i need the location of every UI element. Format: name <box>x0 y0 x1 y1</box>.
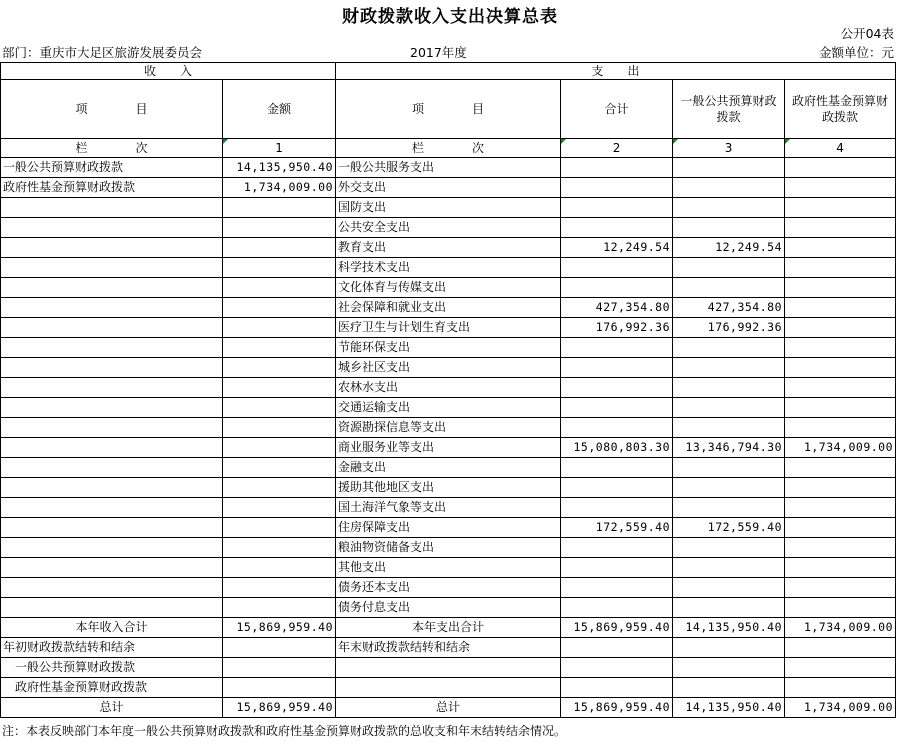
income-amount-cell <box>223 338 336 358</box>
carry-end-general <box>673 638 785 658</box>
expense-total-cell <box>561 598 673 618</box>
grand-total-row <box>1 698 896 718</box>
report-title: 财政拨款收入支出决算总表 <box>342 7 558 27</box>
income-amount-cell <box>223 378 336 398</box>
income-item-cell <box>1 558 223 578</box>
table-row <box>1 238 896 258</box>
expense-total-general: 14,135,950.40 <box>673 618 785 638</box>
income-item-cell <box>1 518 223 538</box>
expense-fund-cell <box>785 318 896 338</box>
expense-fund-cell <box>785 278 896 298</box>
expense-total-cell: 15,080,803.30 <box>561 438 673 458</box>
expense-item-cell: 医疗卫生与计划生育支出 <box>336 318 561 338</box>
expense-fund-cell <box>785 498 896 518</box>
expense-total-cell <box>561 198 673 218</box>
income-item-cell: 政府性基金预算财政拨款 <box>1 178 223 198</box>
expense-fund-cell <box>785 238 896 258</box>
empty-cell <box>673 658 785 678</box>
table-row <box>1 278 896 298</box>
expense-total-cell <box>561 538 673 558</box>
income-item-cell <box>1 578 223 598</box>
expense-total-cell <box>561 158 673 178</box>
expense-item-cell: 粮油物资储备支出 <box>336 538 561 558</box>
expense-total-cell <box>561 458 673 478</box>
expense-item-cell: 援助其他地区支出 <box>336 478 561 498</box>
expense-total-cell <box>561 478 673 498</box>
column-header-row <box>1 80 896 139</box>
income-amount-cell <box>223 198 336 218</box>
expense-item-cell: 公共安全支出 <box>336 218 561 238</box>
expense-general-cell <box>673 498 785 518</box>
expense-total-cell <box>561 498 673 518</box>
income-amount-cell <box>223 538 336 558</box>
income-item-cell <box>1 418 223 438</box>
expense-total-cell <box>561 558 673 578</box>
report-meta <box>0 43 900 61</box>
expense-item-cell: 外交支出 <box>336 178 561 198</box>
income-item-cell <box>1 538 223 558</box>
expense-fund-cell <box>785 198 896 218</box>
expense-total-cell <box>561 578 673 598</box>
income-item-cell <box>1 218 223 238</box>
expense-item-cell: 债务付息支出 <box>336 598 561 618</box>
expense-total-header: 合计 <box>561 80 673 139</box>
expense-fund-cell <box>785 378 896 398</box>
expense-fund-cell <box>785 298 896 318</box>
table-row <box>1 478 896 498</box>
fund-budget-header: 政府性基金预算财政拨款 <box>785 80 896 139</box>
expense-general-cell <box>673 398 785 418</box>
expense-general-cell: 13,346,794.30 <box>673 438 785 458</box>
grand-income-label: 总计 <box>1 698 223 718</box>
carry-begin-value <box>223 638 336 658</box>
expense-item-cell: 社会保障和就业支出 <box>336 298 561 318</box>
expense-fund-cell <box>785 218 896 238</box>
income-item-cell <box>1 378 223 398</box>
income-amount-cell <box>223 598 336 618</box>
expense-total-cell: 427,354.80 <box>561 298 673 318</box>
expense-general-cell <box>673 158 785 178</box>
income-amount-cell <box>223 498 336 518</box>
income-section-header: 收 入 <box>1 63 336 80</box>
expense-general-cell <box>673 278 785 298</box>
carry-end-label: 年末财政拨款结转和结余 <box>336 638 561 658</box>
expense-item-cell: 文化体育与传媒支出 <box>336 278 561 298</box>
carry-fund-value <box>223 678 336 698</box>
income-amount-cell <box>223 578 336 598</box>
expense-general-cell <box>673 538 785 558</box>
expense-general-cell <box>673 218 785 238</box>
table-row <box>1 198 896 218</box>
expense-item-cell: 教育支出 <box>336 238 561 258</box>
expense-item-cell: 交通运输支出 <box>336 398 561 418</box>
table-row <box>1 578 896 598</box>
department-label: 部门：重庆市大足区旅游发展委员会 <box>2 45 203 60</box>
expense-total-cell <box>561 278 673 298</box>
expense-item-cell: 节能环保支出 <box>336 338 561 358</box>
column-number-3: 3 <box>673 139 785 158</box>
unit-label: 金额单位：元 <box>818 45 894 60</box>
expense-total-label: 本年支出合计 <box>336 618 561 638</box>
table-row <box>1 398 896 418</box>
table-row <box>1 558 896 578</box>
expense-total-cell <box>561 338 673 358</box>
expense-total-cell <box>561 178 673 198</box>
expense-total-cell <box>561 218 673 238</box>
income-amount-cell <box>223 478 336 498</box>
expense-total-cell <box>561 418 673 438</box>
income-amount-cell <box>223 418 336 438</box>
expense-total-fund: 1,734,009.00 <box>785 618 896 638</box>
expense-general-cell <box>673 578 785 598</box>
fiscal-year: 2017年度 <box>410 45 467 60</box>
empty-cell <box>336 658 561 678</box>
income-amount-cell <box>223 558 336 578</box>
expense-general-cell <box>673 358 785 378</box>
income-amount-cell <box>223 298 336 318</box>
expense-fund-cell <box>785 598 896 618</box>
expense-item-cell: 国防支出 <box>336 198 561 218</box>
column-number-1: 1 <box>223 139 336 158</box>
income-item-cell <box>1 318 223 338</box>
expense-item-cell: 债务还本支出 <box>336 578 561 598</box>
expense-item-cell: 国土海洋气象等支出 <box>336 498 561 518</box>
income-total-label: 本年收入合计 <box>1 618 223 638</box>
income-item-cell <box>1 598 223 618</box>
annual-total-row <box>1 618 896 638</box>
empty-cell <box>785 658 896 678</box>
expense-general-cell <box>673 418 785 438</box>
table-row <box>1 158 896 178</box>
empty-cell <box>673 678 785 698</box>
grand-fund-value: 1,734,009.00 <box>785 698 896 718</box>
income-amount-cell <box>223 358 336 378</box>
empty-cell <box>561 678 673 698</box>
carry-general-row <box>1 658 896 678</box>
expense-general-cell: 427,354.80 <box>673 298 785 318</box>
expense-total-cell <box>561 398 673 418</box>
table-row <box>1 598 896 618</box>
income-item-cell <box>1 478 223 498</box>
income-amount-cell <box>223 258 336 278</box>
expense-general-cell <box>673 338 785 358</box>
income-item-cell <box>1 278 223 298</box>
empty-cell <box>561 658 673 678</box>
income-amount-cell <box>223 398 336 418</box>
income-item-cell <box>1 198 223 218</box>
grand-expense-label: 总计 <box>336 698 561 718</box>
expense-fund-cell <box>785 538 896 558</box>
income-item-cell: 一般公共预算财政拨款 <box>1 158 223 178</box>
expense-total-cell: 12,249.54 <box>561 238 673 258</box>
income-amount-cell <box>223 238 336 258</box>
expense-column-label: 栏 次 <box>336 139 561 158</box>
budget-summary-table <box>0 62 896 718</box>
expense-item-cell: 金融支出 <box>336 458 561 478</box>
expense-fund-cell <box>785 578 896 598</box>
income-amount-cell: 1,734,009.00 <box>223 178 336 198</box>
carry-fund-row <box>1 678 896 698</box>
income-item-cell <box>1 258 223 278</box>
expense-total-cell: 176,992.36 <box>561 318 673 338</box>
income-item-cell <box>1 238 223 258</box>
table-row <box>1 218 896 238</box>
table-row <box>1 518 896 538</box>
expense-general-cell: 172,559.40 <box>673 518 785 538</box>
income-column-label: 栏 次 <box>1 139 223 158</box>
expense-general-cell <box>673 598 785 618</box>
carry-end-fund <box>785 638 896 658</box>
expense-fund-cell <box>785 418 896 438</box>
column-number-2: 2 <box>561 139 673 158</box>
expense-general-cell: 176,992.36 <box>673 318 785 338</box>
expense-fund-cell <box>785 558 896 578</box>
grand-general-value: 14,135,950.40 <box>673 698 785 718</box>
expense-fund-cell <box>785 158 896 178</box>
carryover-row <box>1 638 896 658</box>
income-item-cell <box>1 438 223 458</box>
expense-fund-cell <box>785 338 896 358</box>
income-amount-header: 金额 <box>223 80 336 139</box>
income-item-cell <box>1 358 223 378</box>
expense-general-cell <box>673 378 785 398</box>
carry-general-value <box>223 658 336 678</box>
table-row <box>1 438 896 458</box>
empty-cell <box>785 678 896 698</box>
income-amount-cell <box>223 518 336 538</box>
expense-general-cell <box>673 478 785 498</box>
expense-total-cell: 172,559.40 <box>561 518 673 538</box>
expense-item-cell: 城乡社区支出 <box>336 358 561 378</box>
footnote: 注：本表反映部门本年度一般公共预算财政拨款和政府性基金预算财政拨款的总收支和年末结转结余情况。 <box>2 724 567 738</box>
expense-fund-cell <box>785 458 896 478</box>
expense-fund-cell <box>785 478 896 498</box>
table-row <box>1 318 896 338</box>
column-number-row <box>1 139 896 158</box>
table-row <box>1 378 896 398</box>
expense-fund-cell <box>785 358 896 378</box>
grand-expense-value: 15,869,959.40 <box>561 698 673 718</box>
expense-general-cell <box>673 558 785 578</box>
income-item-cell <box>1 298 223 318</box>
carry-end-total <box>561 638 673 658</box>
income-item-cell <box>1 498 223 518</box>
expense-fund-cell: 1,734,009.00 <box>785 438 896 458</box>
income-item-cell <box>1 398 223 418</box>
expense-general-cell <box>673 458 785 478</box>
income-amount-cell: 14,135,950.40 <box>223 158 336 178</box>
income-amount-cell <box>223 438 336 458</box>
carry-begin-label: 年初财政拨款结转和结余 <box>1 638 223 658</box>
carry-general-label: 一般公共预算财政拨款 <box>1 658 223 678</box>
income-item-header: 项 目 <box>1 80 223 139</box>
table-row <box>1 418 896 438</box>
table-row <box>1 258 896 278</box>
column-number-4: 4 <box>785 139 896 158</box>
expense-item-cell: 资源勘探信息等支出 <box>336 418 561 438</box>
table-row <box>1 538 896 558</box>
expense-total-cell <box>561 358 673 378</box>
carry-fund-label: 政府性基金预算财政拨款 <box>1 678 223 698</box>
expense-item-cell: 农林水支出 <box>336 378 561 398</box>
expense-item-header: 项 目 <box>336 80 561 139</box>
expense-general-cell: 12,249.54 <box>673 238 785 258</box>
expense-fund-cell <box>785 398 896 418</box>
section-header-row <box>1 63 896 80</box>
expense-section-header: 支 出 <box>336 63 896 80</box>
general-budget-header: 一般公共预算财政拨款 <box>673 80 785 139</box>
expense-item-cell: 其他支出 <box>336 558 561 578</box>
income-amount-cell <box>223 278 336 298</box>
expense-general-cell <box>673 198 785 218</box>
table-row <box>1 498 896 518</box>
table-row <box>1 458 896 478</box>
empty-cell <box>336 678 561 698</box>
income-item-cell <box>1 338 223 358</box>
expense-fund-cell <box>785 178 896 198</box>
expense-item-cell: 科学技术支出 <box>336 258 561 278</box>
table-row <box>1 178 896 198</box>
income-amount-cell <box>223 318 336 338</box>
expense-general-cell <box>673 178 785 198</box>
table-row <box>1 358 896 378</box>
expense-item-cell: 一般公共服务支出 <box>336 158 561 178</box>
expense-fund-cell <box>785 258 896 278</box>
income-total-value: 15,869,959.40 <box>223 618 336 638</box>
table-row <box>1 298 896 318</box>
expense-item-cell: 商业服务业等支出 <box>336 438 561 458</box>
expense-fund-cell <box>785 518 896 538</box>
form-code: 公开04表 <box>840 26 894 41</box>
income-item-cell <box>1 458 223 478</box>
income-amount-cell <box>223 218 336 238</box>
table-row <box>1 338 896 358</box>
expense-total-cell <box>561 378 673 398</box>
expense-total-value: 15,869,959.40 <box>561 618 673 638</box>
expense-item-cell: 住房保障支出 <box>336 518 561 538</box>
expense-total-cell <box>561 258 673 278</box>
expense-general-cell <box>673 258 785 278</box>
income-amount-cell <box>223 458 336 478</box>
grand-income-value: 15,869,959.40 <box>223 698 336 718</box>
